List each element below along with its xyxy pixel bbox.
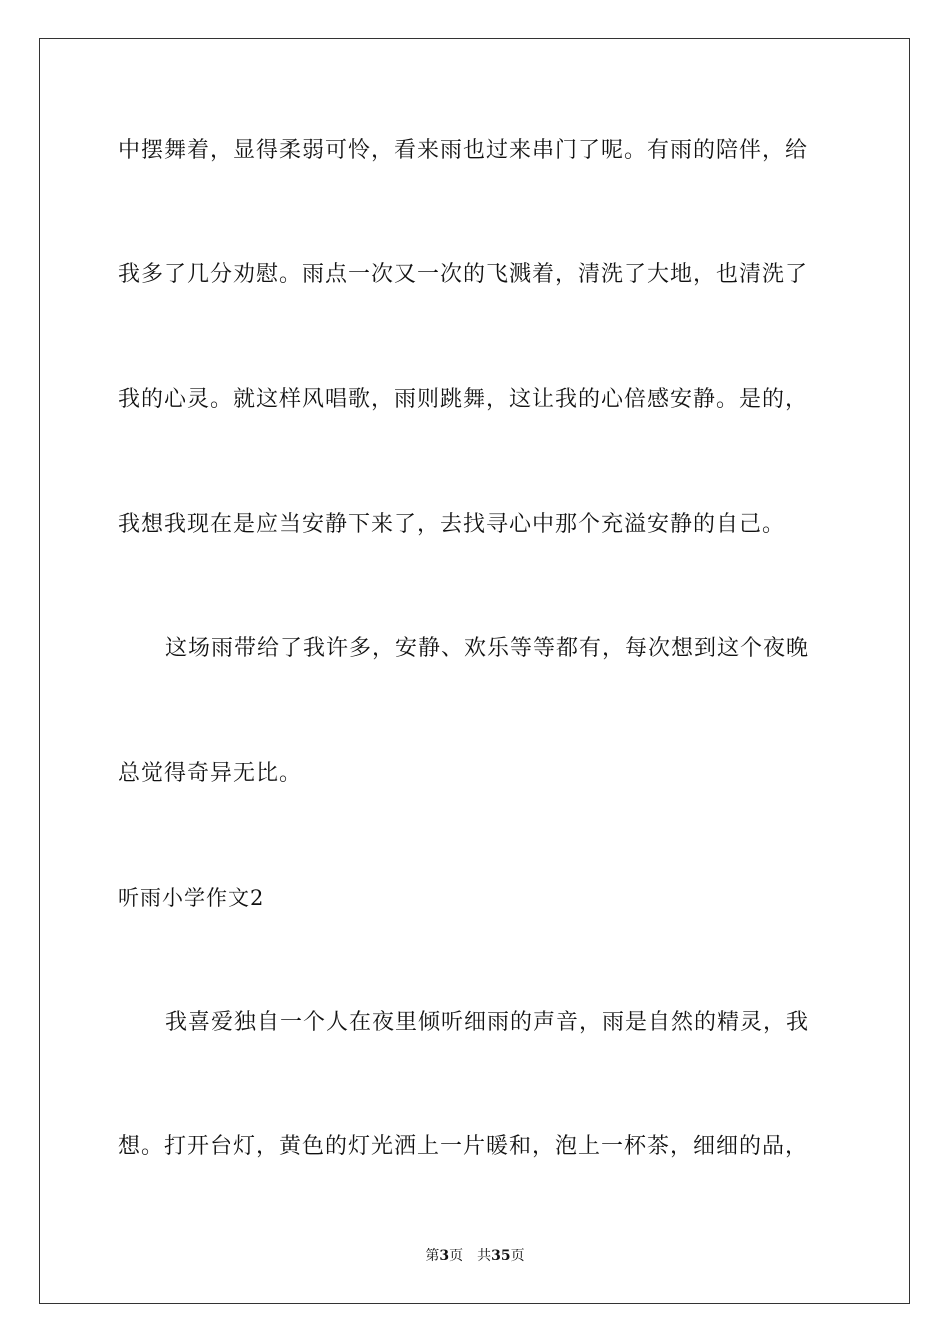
total-pages: 35	[491, 1248, 511, 1264]
page-number: 3	[439, 1248, 450, 1264]
page-prefix: 第	[425, 1248, 440, 1264]
section-heading: 听雨小学作文2	[118, 886, 265, 910]
total-suffix: 页	[510, 1248, 525, 1264]
page-border	[39, 38, 910, 1304]
body-line-5: 这场雨带给了我许多，安静、欢乐等等都有，每次想到这个夜晚	[165, 636, 810, 661]
body-line-1: 中摆舞着，显得柔弱可怜，看来雨也过来串门了呢。有雨的陪伴，给	[118, 138, 809, 163]
body-line-2: 我多了几分劝慰。雨点一次又一次的飞溅着，清洗了大地，也清洗了	[118, 262, 809, 287]
body-line-4: 我想我现在是应当安静下来了，去找寻心中那个充溢安静的自己。	[118, 512, 786, 537]
body-line-3: 我的心灵。就这样风唱歌，雨则跳舞，这让我的心倍感安静。是的，	[118, 387, 809, 412]
body-line-8: 想。打开台灯，黄色的灯光洒上一片暖和，泡上一杯茶，细细的品，	[118, 1134, 809, 1159]
page-footer	[0, 1246, 950, 1266]
body-line-6: 总觉得奇异无比。	[118, 761, 303, 786]
page-suffix: 页	[449, 1248, 464, 1264]
total-prefix: 共	[477, 1248, 492, 1264]
body-line-7: 我喜爱独自一个人在夜里倾听细雨的声音，雨是自然的精灵，我	[165, 1010, 810, 1035]
